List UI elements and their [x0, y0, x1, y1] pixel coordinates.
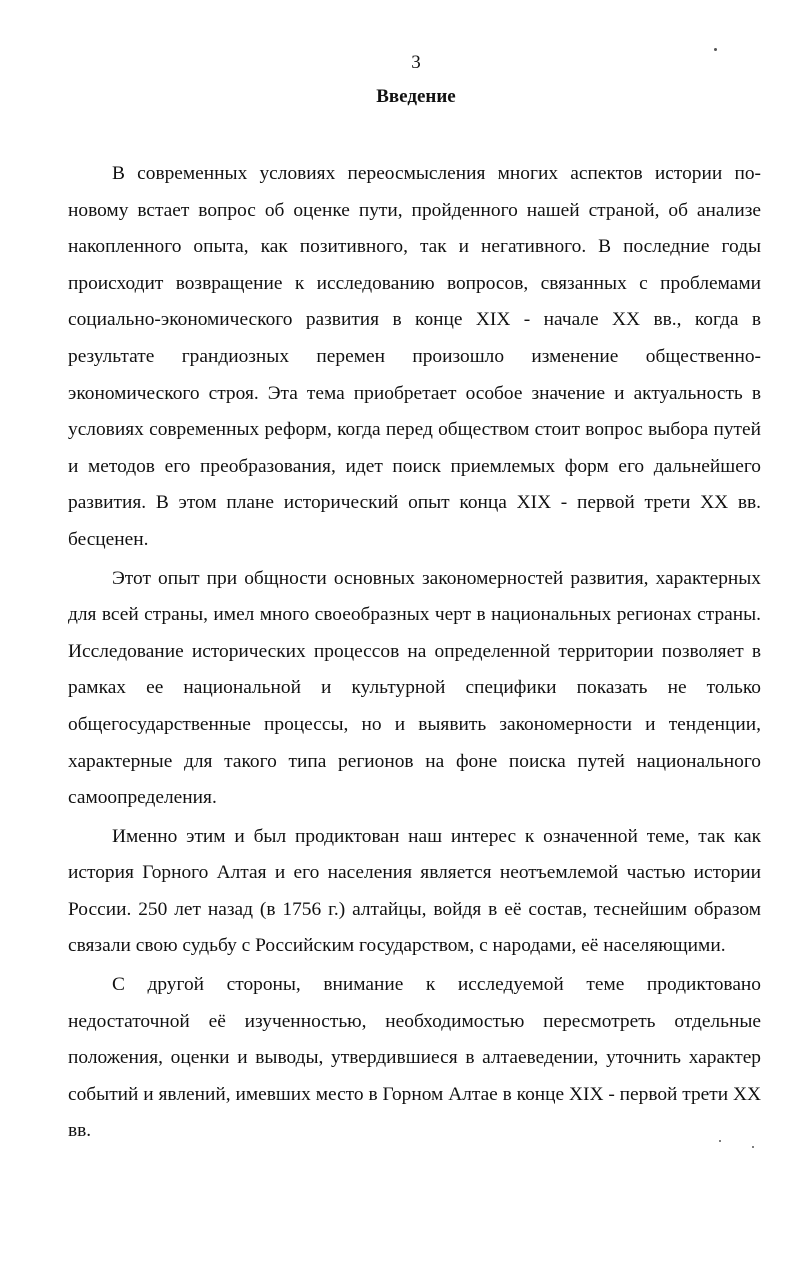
scan-speck — [719, 1140, 721, 1142]
scan-speck — [752, 1146, 754, 1148]
paragraph: С другой стороны, внимание к исследуемой теме продиктовано недостаточной её изученностью, необходимостью пересмотреть отдельные положения, оценки и выводы, утвердившиеся в алтаеведении, уточнить характер событий и явлений, имевших место в Горном Алтае в конце XIX - первой трети XX вв. — [68, 974, 761, 1142]
section-heading: Введение — [376, 86, 456, 107]
scan-speck — [714, 48, 717, 51]
body-text — [68, 156, 761, 1150]
paragraph: В современных условиях переосмысления многих аспектов истории по-новому встает вопрос об оценке пути, пройденного нашей страной, об анализе накопленного опыта, как позитивного, так и негативного. В последние годы происходит возвращение к исследованию вопросов, связанных с проблемами социально-экономического развития в конце XIX - начале XX вв., когда в результате грандиозных перемен произошло изменение общественно-экономического строя. Эта тема приобретает особое значение и актуальность в условиях современных реформ, когда перед обществом стоит вопрос выбора путей и методов его преобразования, идет поиск приемлемых форм его дальнейшего развития. В этом плане исторический опыт конца XIX - первой трети XX вв. бесценен. — [68, 163, 761, 550]
paragraph: Этот опыт при общности основных закономерностей развития, характерных для всей страны, имел много своеобразных черт в национальных регионах страны. Исследование исторических процессов на определенной территории позволяет в рамках ее национальной и культурной специфики показать не только общегосударственные процессы, но и выявить закономерности и тенденции, характерные для такого типа регионов на фоне поиска путей национального самоопределения. — [68, 567, 761, 809]
paragraph: Именно этим и был продиктован наш интерес к означенной теме, так как история Горного Алтая и его населения является неотъемлемой частью истории России. 250 лет назад (в 1756 г.) алтайцы, войдя в её состав, теснейшим образом связали свою судьбу с Российским государством, с народами, её населяющими. — [68, 825, 761, 957]
page-number: 3 — [411, 52, 421, 73]
